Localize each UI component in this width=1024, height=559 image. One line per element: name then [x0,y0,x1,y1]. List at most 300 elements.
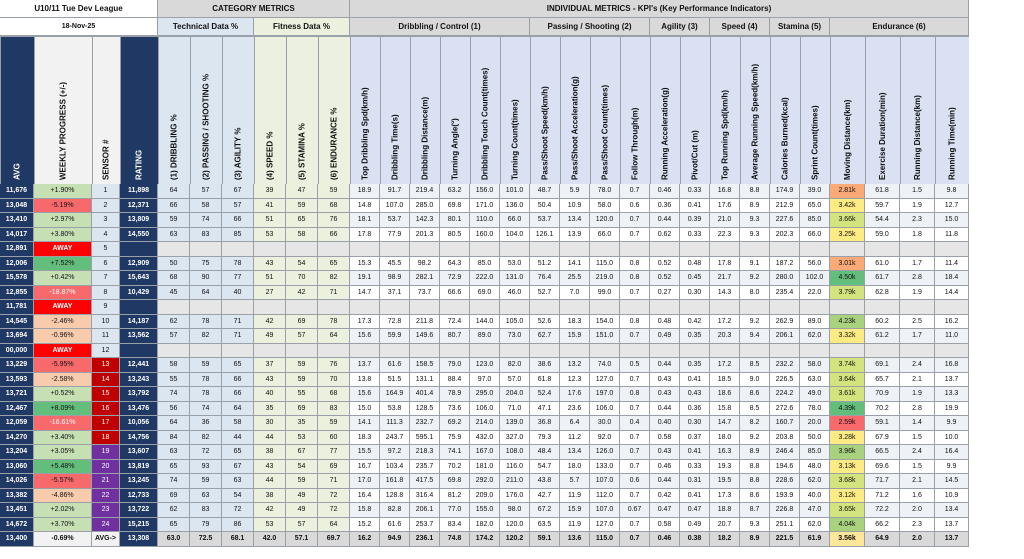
cell-r3-c11: 77.9 [380,228,410,243]
cell-r15-c29: 19.9 [935,402,969,417]
cell-r11-c1: AWAY [34,344,92,359]
cell-r21-c26: 3.12k [830,489,865,504]
cell-r16-c20: 0.40 [650,416,680,431]
cell-r11-c19 [620,344,650,359]
cell-r20-c3: 13,245 [120,474,158,489]
cell-r22-c10: 15.8 [350,503,380,518]
cell-r5-c22: 17.8 [710,257,740,272]
cell-r6-c25: 102.0 [800,271,830,286]
cell-r4-c29 [935,242,969,257]
cell-r12-c9: 76 [318,358,350,373]
cell-r13-c15: 57.0 [500,373,530,388]
avg-cell-6: 68.1 [222,532,254,547]
cell-r6-c24: 280.0 [770,271,800,286]
cell-r22-c1: +2.02% [34,503,92,518]
cell-r7-c29: 14.4 [935,286,969,301]
cell-r10-c19: 0.7 [620,329,650,344]
cell-r3-c23: 9.3 [740,228,770,243]
avg-cell-20: 0.46 [650,532,680,547]
column-header-4: (1) DRIBBLING % [158,36,190,184]
cell-r4-c0: 12,891 [0,242,34,257]
cell-r17-c13: 75.9 [440,431,470,446]
cell-r5-c21: 0.48 [680,257,710,272]
cell-r14-c22: 18.6 [710,387,740,402]
column-header-9: (6) ENDURANCE % [318,36,350,184]
cell-r4-c6 [222,242,254,257]
cell-r20-c10: 17.0 [350,474,380,489]
cell-r19-c6: 67 [222,460,254,475]
cell-r13-c12: 131.1 [410,373,440,388]
avg-cell-16: 59.1 [530,532,560,547]
cell-r6-c2: 7 [92,271,120,286]
cell-r18-c10: 15.5 [350,445,380,460]
cell-r20-c16: 43.8 [530,474,560,489]
cell-r4-c21 [680,242,710,257]
cell-r23-c22: 20.7 [710,518,740,533]
cell-r22-c29: 13.4 [935,503,969,518]
cell-r17-c12: 595.1 [410,431,440,446]
cell-r14-c4: 74 [158,387,190,402]
cell-r6-c26: 4.50k [830,271,865,286]
cell-r8-c28 [900,300,935,315]
cell-r13-c22: 18.5 [710,373,740,388]
cell-r10-c10: 15.6 [350,329,380,344]
cell-r19-c1: +5.48% [34,460,92,475]
cell-r3-c13: 80.5 [440,228,470,243]
cell-r1-c3: 12,371 [120,199,158,214]
cell-r9-c2: 10 [92,315,120,330]
cell-r6-c6: 77 [222,271,254,286]
cell-r8-c23 [740,300,770,315]
avg-cell-8: 57.1 [286,532,318,547]
cell-r19-c26: 3.13k [830,460,865,475]
cell-r16-c29: 9.9 [935,416,969,431]
cell-r6-c21: 0.45 [680,271,710,286]
cell-r23-c16: 63.5 [530,518,560,533]
cell-r9-c25: 89.0 [800,315,830,330]
cell-r12-c29: 16.8 [935,358,969,373]
cell-r2-c15: 66.0 [500,213,530,228]
cell-r19-c22: 19.3 [710,460,740,475]
cell-r8-c18 [590,300,620,315]
cell-r21-c21: 0.41 [680,489,710,504]
cell-r17-c19: 0.7 [620,431,650,446]
cell-r9-c23: 9.2 [740,315,770,330]
avg-cell-17: 13.6 [560,532,590,547]
cell-r21-c10: 16.4 [350,489,380,504]
cell-r19-c9: 69 [318,460,350,475]
cell-r1-c27: 59.7 [865,199,900,214]
cell-r20-c17: 5.7 [560,474,590,489]
cell-r5-c29: 11.4 [935,257,969,272]
cell-r20-c29: 14.5 [935,474,969,489]
cell-r9-c17: 18.3 [560,315,590,330]
cell-r15-c2: 16 [92,402,120,417]
cell-r9-c7: 42 [254,315,286,330]
cell-r20-c24: 228.6 [770,474,800,489]
cell-r12-c24: 232.2 [770,358,800,373]
cell-r18-c3: 13,607 [120,445,158,460]
cell-r21-c20: 0.42 [650,489,680,504]
cell-r5-c7: 43 [254,257,286,272]
cell-r19-c15: 116.0 [500,460,530,475]
cell-r19-c11: 103.4 [380,460,410,475]
cell-r2-c6: 66 [222,213,254,228]
cell-r21-c6: 54 [222,489,254,504]
cell-r10-c25: 62.0 [800,329,830,344]
column-header-15: Turning Count(times) [500,36,530,184]
cell-r14-c8: 55 [286,387,318,402]
cell-r5-c17: 14.1 [560,257,590,272]
cell-r11-c17 [560,344,590,359]
cell-r18-c12: 218.3 [410,445,440,460]
cell-r19-c25: 48.0 [800,460,830,475]
cell-r16-c17: 6.4 [560,416,590,431]
cell-r23-c29: 13.7 [935,518,969,533]
cell-r19-c27: 69.6 [865,460,900,475]
cell-r23-c23: 9.3 [740,518,770,533]
cell-r10-c16: 62.7 [530,329,560,344]
cell-r14-c7: 40 [254,387,286,402]
avg-cell-22: 18.2 [710,532,740,547]
cell-r10-c0: 13,694 [0,329,34,344]
column-header-5: (2) PASSING / SHOOTING % [190,36,222,184]
cell-r19-c10: 16.7 [350,460,380,475]
cell-r18-c6: 65 [222,445,254,460]
cell-r18-c17: 13.4 [560,445,590,460]
cell-r13-c25: 63.0 [800,373,830,388]
cell-r23-c26: 4.04k [830,518,865,533]
cell-r16-c6: 58 [222,416,254,431]
cell-r15-c1: +8.09% [34,402,92,417]
cell-r15-c20: 0.44 [650,402,680,417]
cell-r7-c25: 22.0 [800,286,830,301]
cell-r12-c5: 59 [190,358,222,373]
cell-r5-c0: 12,006 [0,257,34,272]
cell-r22-c2: 23 [92,503,120,518]
cell-r22-c26: 3.65k [830,503,865,518]
cell-r3-c9: 66 [318,228,350,243]
cell-r19-c21: 0.33 [680,460,710,475]
cell-r8-c21 [680,300,710,315]
cell-r13-c21: 0.41 [680,373,710,388]
cell-r5-c6: 78 [222,257,254,272]
column-header-21: Pivot/Cut (m) [680,36,710,184]
cell-r16-c11: 111.3 [380,416,410,431]
cell-r10-c20: 0.49 [650,329,680,344]
cell-r22-c27: 72.2 [865,503,900,518]
cell-r17-c23: 9.2 [740,431,770,446]
cell-r10-c9: 64 [318,329,350,344]
cell-r7-c24: 235.4 [770,286,800,301]
cell-r4-c27 [865,242,900,257]
cell-r13-c20: 0.43 [650,373,680,388]
cell-r14-c13: 78.9 [440,387,470,402]
cell-r13-c4: 55 [158,373,190,388]
cell-r15-c3: 13,476 [120,402,158,417]
cell-r19-c7: 43 [254,460,286,475]
cell-r10-c4: 57 [158,329,190,344]
cell-r10-c21: 0.35 [680,329,710,344]
cell-r5-c18: 115.0 [590,257,620,272]
cell-r3-c16: 126.1 [530,228,560,243]
cell-r8-c25 [800,300,830,315]
cell-r12-c28: 2.4 [900,358,935,373]
cell-r21-c22: 17.3 [710,489,740,504]
cell-r8-c15 [500,300,530,315]
cell-r9-c4: 62 [158,315,190,330]
column-header-17: Pass/Shoot Acceleration(g) [560,36,590,184]
cell-r23-c14: 182.0 [470,518,500,533]
cell-r4-c28 [900,242,935,257]
cell-r11-c4 [158,344,190,359]
cell-r23-c2: 24 [92,518,120,533]
cell-r18-c13: 74.1 [440,445,470,460]
cell-r0-c22: 16.8 [710,184,740,199]
cell-r12-c17: 13.2 [560,358,590,373]
cell-r9-c24: 262.9 [770,315,800,330]
cell-r19-c28: 1.5 [900,460,935,475]
cell-r20-c13: 69.8 [440,474,470,489]
cell-r20-c12: 417.5 [410,474,440,489]
cell-r4-c25 [800,242,830,257]
cell-r7-c3: 10,429 [120,286,158,301]
cell-r17-c18: 92.0 [590,431,620,446]
cell-r5-c8: 54 [286,257,318,272]
cell-r2-c27: 54.4 [865,213,900,228]
cell-r7-c20: 0.27 [650,286,680,301]
cell-r3-c17: 13.9 [560,228,590,243]
cell-r10-c15: 73.0 [500,329,530,344]
cell-r12-c11: 61.6 [380,358,410,373]
cell-r11-c9 [318,344,350,359]
cell-r19-c3: 13,819 [120,460,158,475]
cell-r8-c29 [935,300,969,315]
cell-r11-c8 [286,344,318,359]
cell-r18-c2: 19 [92,445,120,460]
cell-r22-c13: 77.0 [440,503,470,518]
cell-r3-c2: 4 [92,228,120,243]
cell-r14-c16: 52.4 [530,387,560,402]
cell-r12-c26: 3.74k [830,358,865,373]
cell-r0-c15: 101.0 [500,184,530,199]
avg-cell-5: 72.5 [190,532,222,547]
cell-r7-c4: 45 [158,286,190,301]
column-header-13: Turning Angle(°) [440,36,470,184]
cell-r7-c7: 27 [254,286,286,301]
cell-r17-c2: 18 [92,431,120,446]
cell-r1-c25: 65.0 [800,199,830,214]
cell-r10-c17: 15.9 [560,329,590,344]
cell-r12-c21: 0.35 [680,358,710,373]
cell-r15-c27: 70.2 [865,402,900,417]
cell-r22-c15: 98.0 [500,503,530,518]
group-header-7: Endurance (6) [830,18,969,36]
cell-r12-c3: 12,441 [120,358,158,373]
cell-r19-c0: 13,060 [0,460,34,475]
cell-r18-c21: 0.41 [680,445,710,460]
cell-r21-c18: 112.0 [590,489,620,504]
cell-r3-c6: 85 [222,228,254,243]
cell-r6-c11: 98.9 [380,271,410,286]
cell-r0-c21: 0.33 [680,184,710,199]
cell-r3-c29: 11.8 [935,228,969,243]
cell-r11-c20 [650,344,680,359]
cell-r21-c7: 38 [254,489,286,504]
cell-r15-c25: 78.0 [800,402,830,417]
cell-r20-c21: 0.31 [680,474,710,489]
cell-r11-c0: 00,000 [0,344,34,359]
cell-r8-c27 [865,300,900,315]
cell-r5-c13: 64.3 [440,257,470,272]
column-header-18: Pass/Shoot Count(times) [590,36,620,184]
cell-r8-c0: 11,781 [0,300,34,315]
cell-r15-c12: 128.5 [410,402,440,417]
avg-cell-3: 13,308 [120,532,158,547]
cell-r13-c18: 127.0 [590,373,620,388]
cell-r10-c13: 80.7 [440,329,470,344]
cell-r17-c14: 432.0 [470,431,500,446]
cell-r12-c1: -5.95% [34,358,92,373]
column-header-12: Dribbling Distance(m) [410,36,440,184]
cell-r3-c27: 59.0 [865,228,900,243]
cell-r21-c5: 63 [190,489,222,504]
cell-r10-c24: 206.1 [770,329,800,344]
cell-r10-c5: 82 [190,329,222,344]
cell-r6-c12: 282.1 [410,271,440,286]
cell-r9-c10: 17.3 [350,315,380,330]
cell-r12-c20: 0.44 [650,358,680,373]
cell-r14-c27: 70.9 [865,387,900,402]
cell-r5-c20: 0.52 [650,257,680,272]
cell-r17-c6: 44 [222,431,254,446]
cell-r16-c16: 36.8 [530,416,560,431]
cell-r15-c7: 35 [254,402,286,417]
cell-r0-c0: 11,676 [0,184,34,199]
cell-r9-c27: 60.2 [865,315,900,330]
cell-r23-c17: 11.9 [560,518,590,533]
cell-r21-c17: 11.9 [560,489,590,504]
cell-r4-c7 [254,242,286,257]
cell-r3-c8: 58 [286,228,318,243]
cell-r6-c5: 90 [190,271,222,286]
cell-r15-c8: 69 [286,402,318,417]
cell-r19-c8: 54 [286,460,318,475]
cell-r8-c22 [710,300,740,315]
cell-r12-c4: 58 [158,358,190,373]
cell-r22-c11: 82.8 [380,503,410,518]
cell-r9-c20: 0.48 [650,315,680,330]
cell-r13-c10: 13.8 [350,373,380,388]
cell-r3-c7: 53 [254,228,286,243]
cell-r5-c4: 50 [158,257,190,272]
cell-r21-c11: 128.8 [380,489,410,504]
cell-r14-c19: 0.8 [620,387,650,402]
column-header-20: Running Acceleration(g) [650,36,680,184]
cell-r5-c24: 187.2 [770,257,800,272]
column-header-28: Running Distance(km) [900,36,935,184]
cell-r20-c19: 0.6 [620,474,650,489]
cell-r8-c3 [120,300,158,315]
cell-r4-c24 [770,242,800,257]
cell-r20-c5: 59 [190,474,222,489]
cell-r2-c24: 227.6 [770,213,800,228]
cell-r17-c17: 11.2 [560,431,590,446]
cell-r9-c6: 71 [222,315,254,330]
cell-r14-c5: 78 [190,387,222,402]
cell-r5-c25: 56.0 [800,257,830,272]
cell-r18-c4: 63 [158,445,190,460]
avg-cell-11: 94.9 [380,532,410,547]
avg-cell-2: AVG-> [92,532,120,547]
cell-r13-c26: 3.64k [830,373,865,388]
cell-r11-c29 [935,344,969,359]
cell-r17-c8: 53 [286,431,318,446]
cell-r7-c19: 0.7 [620,286,650,301]
cell-r13-c7: 43 [254,373,286,388]
cell-r2-c22: 21.0 [710,213,740,228]
cell-r7-c11: 37.1 [380,286,410,301]
cell-r23-c0: 14,672 [0,518,34,533]
cell-r15-c26: 4.39k [830,402,865,417]
cell-r7-c15: 46.0 [500,286,530,301]
cell-r18-c1: +3.05% [34,445,92,460]
cell-r18-c25: 85.0 [800,445,830,460]
cell-r7-c2: 8 [92,286,120,301]
cell-r20-c14: 292.0 [470,474,500,489]
cell-r11-c18 [590,344,620,359]
cell-r21-c1: -4.86% [34,489,92,504]
cell-r10-c12: 149.6 [410,329,440,344]
cell-r8-c19 [620,300,650,315]
cell-r10-c29: 11.0 [935,329,969,344]
cell-r1-c0: 13,048 [0,199,34,214]
column-header-14: Dribbling Touch Count(times) [470,36,500,184]
cell-r0-c8: 47 [286,184,318,199]
cell-r4-c1: AWAY [34,242,92,257]
cell-r11-c27 [865,344,900,359]
cell-r5-c12: 98.2 [410,257,440,272]
cell-r16-c19: 0.4 [620,416,650,431]
cell-r21-c19: 0.7 [620,489,650,504]
cell-r14-c23: 8.6 [740,387,770,402]
cell-r11-c23 [740,344,770,359]
cell-r18-c24: 246.4 [770,445,800,460]
cell-r6-c7: 51 [254,271,286,286]
cell-r16-c10: 14.1 [350,416,380,431]
cell-r11-c26 [830,344,865,359]
cell-r14-c20: 0.43 [650,387,680,402]
cell-r14-c9: 68 [318,387,350,402]
cell-r1-c15: 136.0 [500,199,530,214]
cell-r21-c13: 81.2 [440,489,470,504]
cell-r23-c27: 66.2 [865,518,900,533]
cell-r6-c1: +0.42% [34,271,92,286]
cell-r6-c3: 15,643 [120,271,158,286]
cell-r0-c23: 8.8 [740,184,770,199]
cell-r6-c28: 2.8 [900,271,935,286]
cell-r21-c9: 72 [318,489,350,504]
cell-r17-c3: 14,756 [120,431,158,446]
cell-r10-c6: 71 [222,329,254,344]
cell-r18-c0: 13,204 [0,445,34,460]
cell-r17-c11: 243.7 [380,431,410,446]
cell-r7-c28: 1.9 [900,286,935,301]
cell-r16-c28: 1.4 [900,416,935,431]
cell-r8-c20 [650,300,680,315]
cell-r7-c14: 69.0 [470,286,500,301]
cell-r3-c20: 0.62 [650,228,680,243]
